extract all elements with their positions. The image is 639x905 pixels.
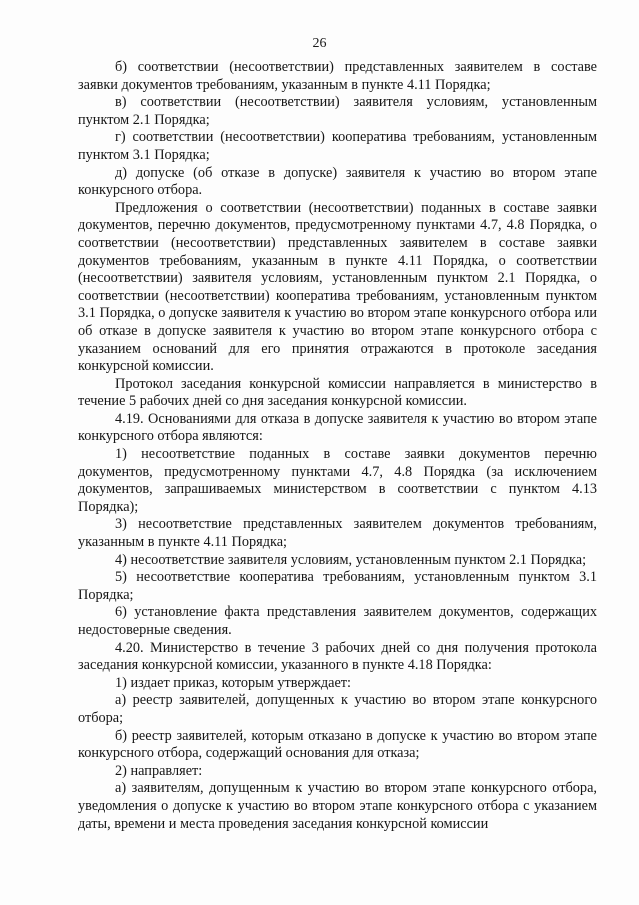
paragraph: 3) несоответствие представленных заявителем документов требованиям, указанным в пункте 4.11 Порядка; <box>78 516 597 551</box>
paragraph: 1) несоответствие поданных в составе заявки документов перечню документов, предусмотренному пунктами 4.7, 4.8 Порядка (за исключением документов, запрашиваемых министерством в соответствии с пунктом 4.13 Порядка); <box>78 446 597 515</box>
paragraph: 6) установление факта представления заявителем документов, содержащих недостоверные сведения. <box>78 604 597 638</box>
paragraph: Протокол заседания конкурсной комиссии направляется в министерство в течение 5 рабочих дней со дня заседания конкурсной комиссии. <box>78 375 597 410</box>
paragraph: 2) направляет: <box>115 762 203 779</box>
page-number: 26 <box>312 36 327 51</box>
paragraph: а) реестр заявителей, допущенных к участию во втором этапе конкурсного отбора; <box>78 692 597 726</box>
paragraph: д) допуске (об отказе в допуске) заявителя к участию во втором этапе конкурсного отбора. <box>78 164 597 199</box>
paragraph: 1) издает приказ, которым утверждает: <box>115 674 352 691</box>
paragraph: Предложения о соответствии (несоответствии) поданных в составе заявки документов, перечню документов, предусмотренному пунктами 4.7, 4.8 Порядка, о соответствии (несоответствии) представленных заявителем в составе заявки документов требованиям, указанным в пункте 4.11 Порядка, о соответствии (несоответствии) заявителя условиям, установленным пунктом 2.1 Порядка, о соответствии (несоответствии) кооператива требованиям, установленным пунктом 3.1 Порядка, о допуске заявителя к участию во втором этапе конкурсного отбора или об отказе в допуске заявителя к участию во втором этапе конкурсного отбора с указанием оснований для его принятия отражаются в протоколе заседания конкурсной комиссии. <box>78 199 597 375</box>
paragraph: а) заявителям, допущенным к участию во втором этапе конкурсного отбора, уведомления о допуске к участию во втором этапе конкурсного отбора с указанием даты, времени и места проведения заседания конкурсной комиссии <box>78 780 597 832</box>
paragraph: 5) несоответствие кооператива требованиям, установленным пунктом 3.1 Порядка; <box>78 569 597 603</box>
document-body <box>78 59 597 833</box>
paragraph: 4.19. Основаниями для отказа в допуске заявителя к участию во втором этапе конкурсного отбора являются: <box>78 410 597 445</box>
paragraph: б) реестр заявителей, которым отказано в допуске к участию во втором этапе конкурсного отбора, содержащий основания для отказа; <box>78 727 597 762</box>
paragraph: 4) несоответствие заявителя условиям, установленным пунктом 2.1 Порядка; <box>115 551 587 568</box>
paragraph: в) соответствии (несоответствии) заявителя условиям, установленным пунктом 2.1 Порядка; <box>78 94 597 128</box>
paragraph: г) соответствии (несоответствии) кооператива требованиям, установленным пунктом 3.1 Порядка; <box>78 129 597 163</box>
paragraph: 4.20. Министерство в течение 3 рабочих дней со дня получения протокола заседания конкурсной комиссии, указанного в пункте 4.18 Порядка: <box>78 639 597 674</box>
paragraph: б) соответствии (несоответствии) представленных заявителем в составе заявки документов требованиям, указанным в пункте 4.11 Порядка; <box>78 59 597 93</box>
